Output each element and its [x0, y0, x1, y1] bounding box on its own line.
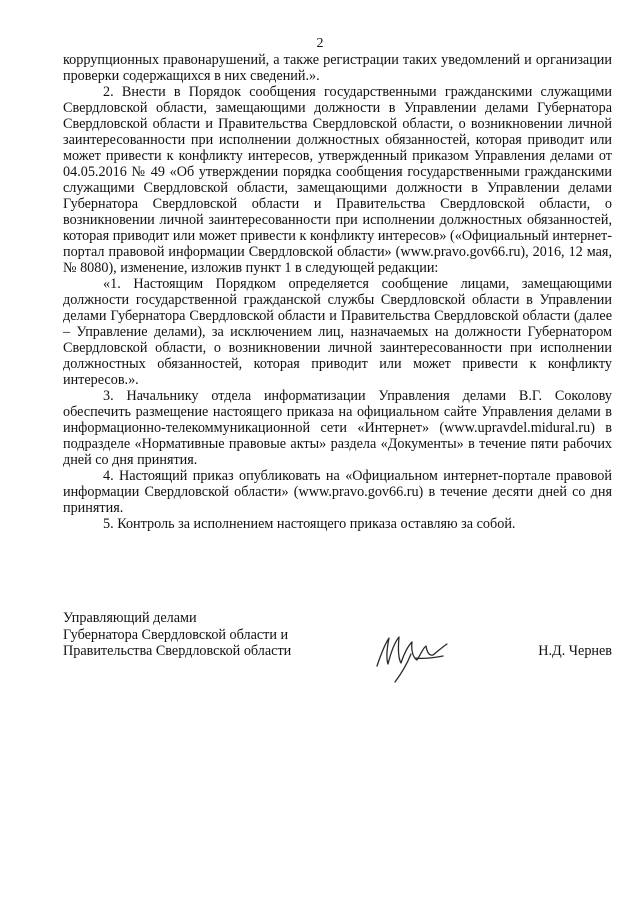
paragraph-continuation: коррупционных правонарушений, а также регистрации таких уведомлений и организации проверки содержащихся в них сведений.».	[63, 52, 612, 84]
paragraph-item-4: 4. Настоящий приказ опубликовать на «Официальном интернет-портале правовой информации Свердловской области» (www.pravo.gov66.ru) в течение десяти дней со дня принятия.	[63, 468, 612, 516]
page-number: 2	[316, 36, 324, 51]
signatory-name: Н.Д. Чернев	[538, 643, 612, 659]
paragraph-item-5: 5. Контроль за исполнением настоящего приказа оставляю за собой.	[103, 516, 516, 532]
signatory-title-line: Управляющий делами	[63, 610, 197, 626]
document-body	[63, 52, 612, 532]
paragraph-item-3: 3. Начальнику отдела информатизации Управления делами В.Г. Соколову обеспечить размещение настоящего приказа на официальном сайте Управления делами в информационно-телекоммуникационной сети «Интернет» (www.upravdel.midural.ru) в подразделе «Нормативные правовые акты» раздела «Документы» в течение пяти рабочих дней со дня принятия.	[63, 388, 612, 468]
signatory-title-line: Губернатора Свердловской области и	[63, 626, 289, 643]
handwritten-signature	[371, 628, 457, 684]
signatory-title	[63, 610, 291, 660]
paragraph-item-2: 2. Внести в Порядок сообщения государственными гражданскими служащими Свердловской области, замещающими должности в Управлении делами Губернатора Свердловской области и Правительства Свердловской области, о возникновении личной заинтересованности при исполнении должностных обязанностей, которая приводит или может привести к конфликту интересов, утвержденный приказом Управления делами от 04.05.2016 № 49 «Об утверждении порядка сообщения государственными гражданскими служащими Свердловской области, замещающими должности в Управлении делами Губернатора Свердловской области и Правительства Свердловской области, о возникновении личной заинтересованности при исполнении должностных обязанностей, которая приводит или может привести к конфликту интересов» («Официальный интернет-портал правовой информации Свердловской области» (www.pravo.gov66.ru), 2016, 12 мая, № 8080), изменение, изложив пункт 1 в следующей редакции:	[63, 84, 612, 276]
signature-block	[63, 610, 612, 670]
paragraph-quoted-item-1: «1. Настоящим Порядком определяется сообщение лицами, замещающими должности государственной гражданской службы Свердловской области в Управлении делами Губернатора Свердловской области и Правительства Свердловской области (далее – Управление делами), за исключением лиц, назначаемых на должности Губернатором Свердловской области, о возникновении личной заинтересованности при исполнении должностных обязанностей, которая приводит или может привести к конфликту интересов.».	[63, 276, 612, 388]
signatory-title-line: Правительства Свердловской области	[63, 643, 292, 659]
